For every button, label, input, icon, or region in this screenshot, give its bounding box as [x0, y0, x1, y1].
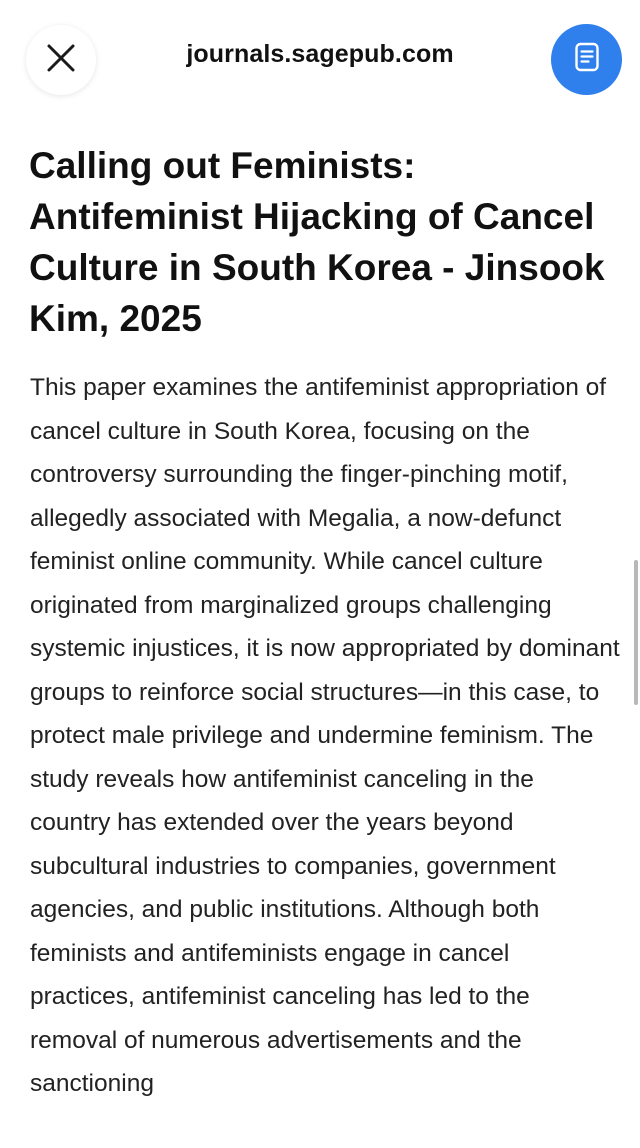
page-domain: journals.sagepub.com	[186, 40, 454, 68]
article-abstract: This paper examines the antifeminist appropriation of cancel culture in South Korea, focusing on the controversy surrounding the finger-pinching motif, allegedly associated with Megalia, a now-defunct feminist online community. While cancel culture originated from marginalized groups challenging systemic injustices, it is now appropriated by dominant groups to reinforce social structures—in this case, to protect male privilege and undermine feminism. The study reveals how antifeminist canceling in the country has extended over the years beyond subcultural industries to companies, government agencies, and public institutions. Although both feminists and antifeminists engage in cancel practices, antifeminist canceling has led to the removal of numerous advertisements and the sanctioning	[30, 374, 620, 1097]
top-bar	[0, 0, 640, 120]
reader-mode-button[interactable]	[551, 24, 622, 95]
scrollbar[interactable]	[634, 560, 638, 705]
document-icon	[574, 42, 600, 77]
article-title: Calling out Feminists: Antifeminist Hijacking of Cancel Culture in South Korea - Jinsook Kim, 2025	[29, 145, 605, 339]
